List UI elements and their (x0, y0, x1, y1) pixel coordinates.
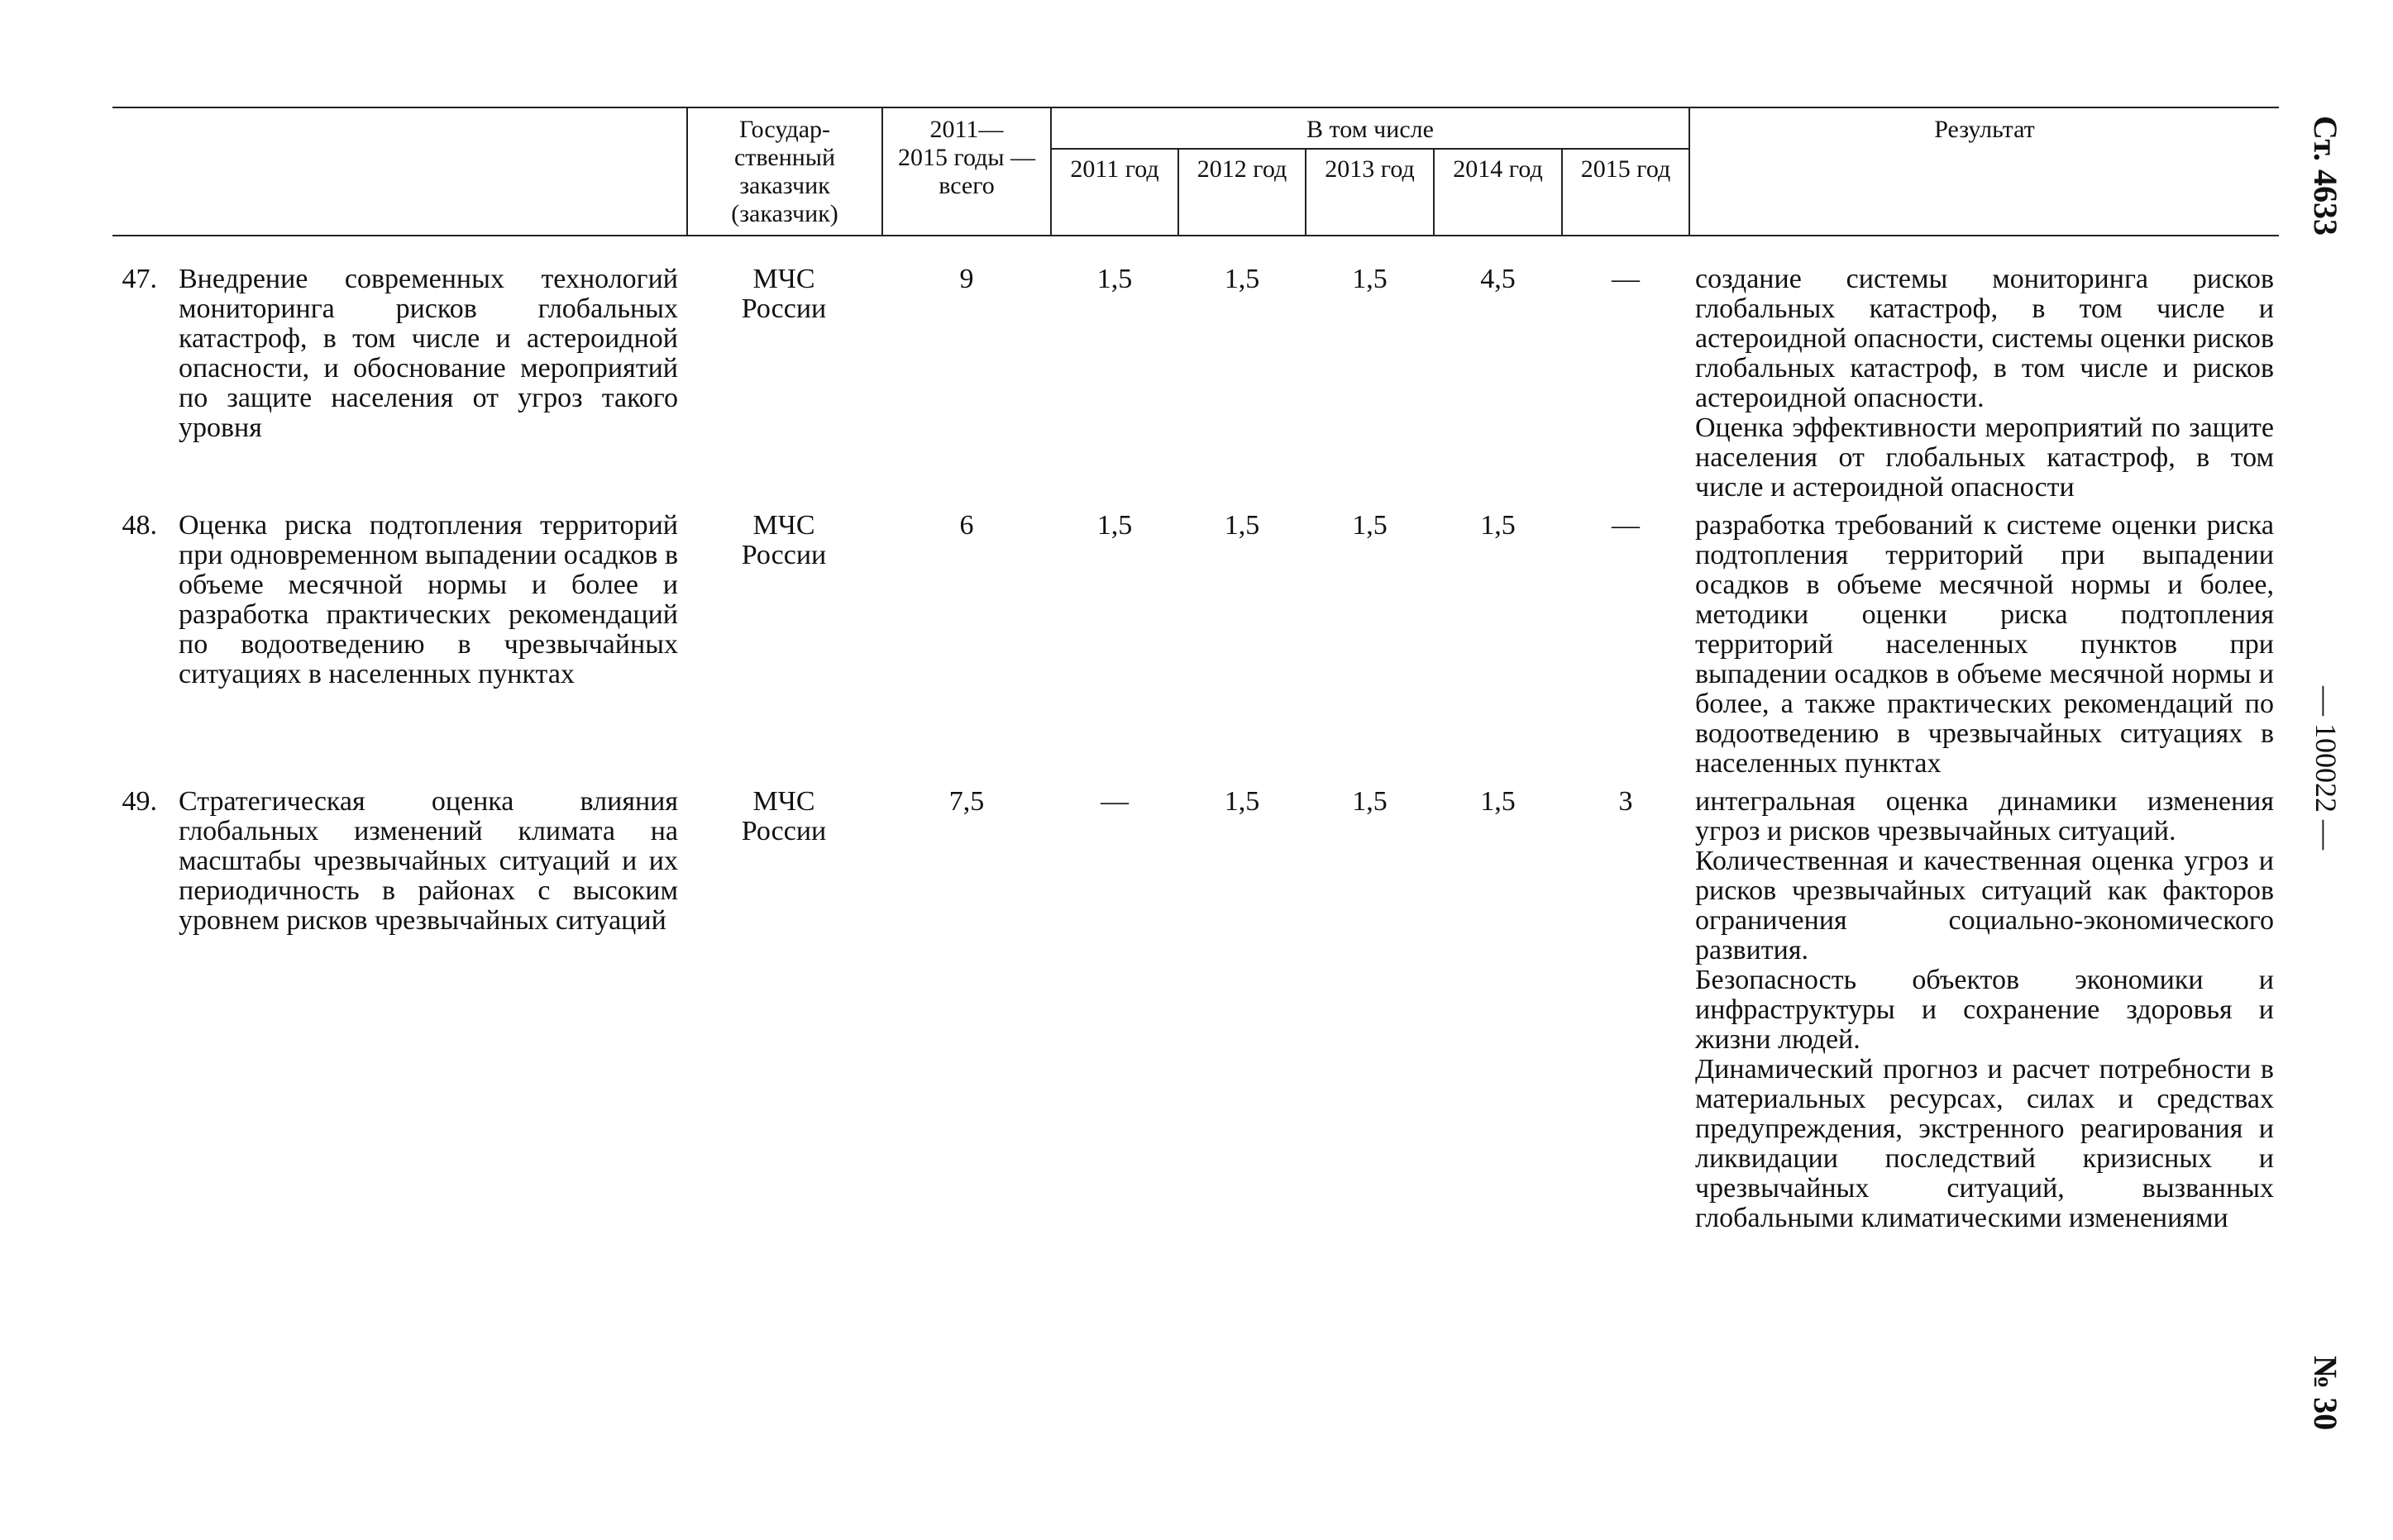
row-measure-text: Оценка риска подтопления территорий при одновременном выпадении осадков в объеме месячной нормы и более и разработка практических рекомендаций по водоотведению в чрезвычайных ситуациях в населенных пунктах (179, 510, 678, 689)
header-year-2012: 2012 год (1196, 155, 1287, 183)
row-result-text: интегральная оценка динамики изменения угроз и рисков чрезвычайных ситуаций. Количественная и качественная оценка угроз и рисков чрезвычайных ситуаций как факторов ограничения социально-экономического развития. Безопасность объектов экономики и инфраструктуры и сохранение здоровья и жизни людей. Динамический прогноз и расчет потребности в материальных ресурсах, силах и средствах предупреждения, экстренного реагирования и ликвидации последствий кризисных и чрезвычайных ситуаций, вызванных глобальными климатическими изменениями (1695, 786, 2274, 1233)
row-result-text: разработка требований к системе оценки риска подтопления территорий при выпадении осадков в объеме месячной нормы и более, методики оценки риска подтопления территорий населенных пунктов при выпадении осадков в объеме месячной нормы и более, а также практических рекомендаций по водоотведению в чрезвычайных ситуациях в населенных пунктах (1695, 510, 2274, 779)
issue-number: № 30 (2307, 1356, 2344, 1431)
row-year-2014: 1,5 (1480, 786, 1516, 817)
header-year-2014: 2014 год (1453, 155, 1543, 183)
row-result (1695, 511, 2274, 779)
row-year-2011: 1,5 (1096, 510, 1133, 541)
row-year-2011: 1,5 (1096, 264, 1133, 294)
page-article-number: Ст. 4633 (2307, 116, 2344, 236)
header-result: Результат (1934, 116, 2035, 143)
row-year-2013: 1,5 (1352, 510, 1388, 541)
header-total: 2011— 2015 годы — всего (897, 116, 1036, 199)
row-year-2012: 1,5 (1224, 264, 1260, 294)
row-year-2011: — (1101, 786, 1129, 817)
row-customer: МЧС России (741, 510, 827, 570)
years-subheader-rule (1050, 148, 1688, 150)
row-year-2012: 1,5 (1224, 786, 1260, 817)
row-year-2015: — (1612, 264, 1640, 294)
header-bottom-rule (112, 235, 2279, 236)
row-total: 6 (959, 510, 974, 541)
row-year-2012: 1,5 (1224, 510, 1260, 541)
header-year-2011: 2011 год (1070, 155, 1159, 183)
row-number: 48. (122, 510, 157, 541)
header-customer: Государ- ственный заказчик (заказчик) (731, 116, 838, 227)
row-year-2014: 4,5 (1480, 264, 1516, 294)
row-year-2013: 1,5 (1352, 786, 1388, 817)
row-total: 9 (959, 264, 974, 294)
document-number: — 100022 — (2309, 686, 2343, 850)
row-year-2015: 3 (1618, 786, 1633, 817)
header-including: В том числе (1306, 116, 1434, 143)
row-measure-text: Стратегическая оценка влияния глобальных изменений климата на масштабы чрезвычайных ситуаций и их периодичность в районах с высоким уровнем рисков чрезвычайных ситуаций (179, 786, 678, 936)
row-customer: МЧС России (741, 264, 827, 324)
row-customer: МЧС России (741, 786, 827, 846)
row-number: 47. (122, 264, 157, 294)
row-total: 7,5 (948, 786, 985, 817)
header-year-2013: 2013 год (1325, 155, 1415, 183)
header-year-2015: 2015 год (1580, 155, 1671, 183)
row-result (1695, 265, 2274, 503)
row-year-2014: 1,5 (1480, 510, 1516, 541)
table-top-rule (112, 107, 2279, 108)
row-year-2013: 1,5 (1352, 264, 1388, 294)
row-year-2015: — (1612, 510, 1640, 541)
row-number: 49. (122, 786, 157, 817)
row-result-text: создание системы мониторинга рисков глобальных катастроф, в том числе и астероидной опасности, системы оценки рисков глобальных катастроф, в том числе и рисков астероидной опасности. Оценка эффективности мероприятий по защите населения от глобальных катастроф, в том числе и астероидной опасности (1695, 264, 2274, 503)
row-measure-text: Внедрение современных технологий мониторинга рисков глобальных катастроф, в том числе и астероидной опасности, и обоснование мероприятий по защите населения от угроз такого уровня (179, 264, 678, 443)
row-result (1695, 787, 2274, 1233)
